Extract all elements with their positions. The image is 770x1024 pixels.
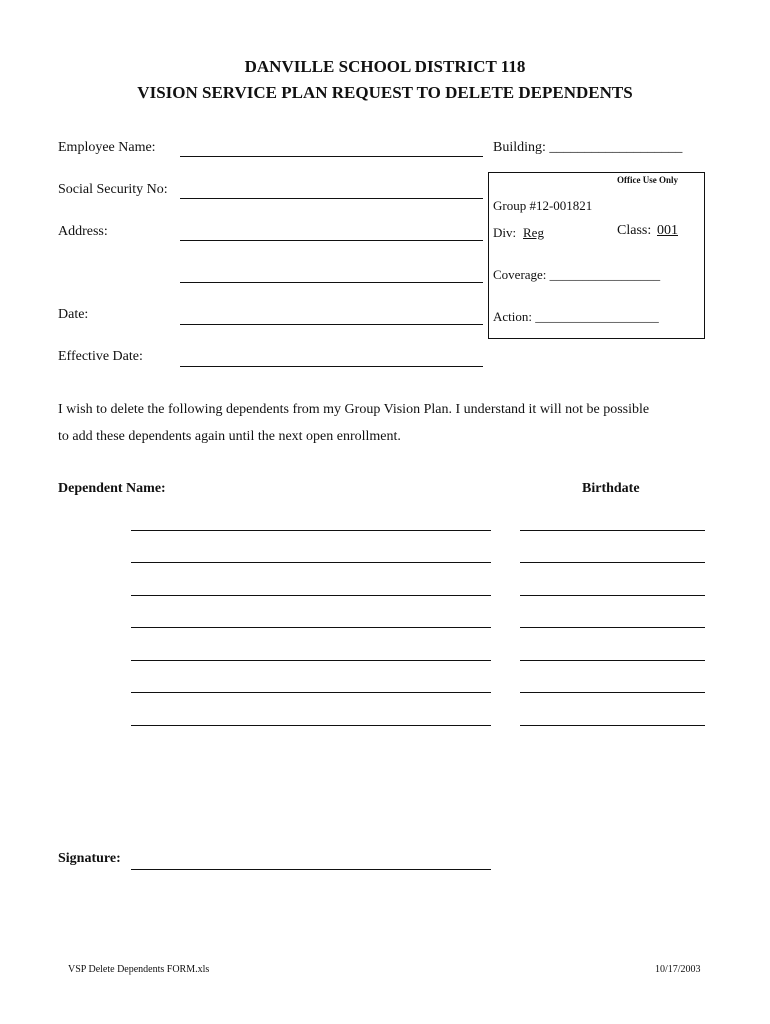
statement-line2: to add these dependents again until the next open enrollment.	[58, 429, 401, 444]
office-coverage-field[interactable]: Coverage: _________________	[493, 267, 661, 282]
footer-date: 10/17/2003	[655, 964, 701, 975]
statement-line1: I wish to delete the following dependents from my Group Vision Plan. I understand it will not be possible	[58, 402, 650, 417]
dependent-birthdate-field[interactable]	[520, 562, 705, 563]
form-title-line2: VISION SERVICE PLAN REQUEST TO DELETE DEPENDENTS	[137, 83, 633, 102]
dependent-birthdate-field[interactable]	[520, 725, 705, 726]
building-field[interactable]: Building: ___________________	[493, 140, 683, 155]
dependent-name-header: Dependent Name:	[58, 481, 166, 496]
address-field-line1[interactable]	[180, 240, 483, 241]
footer-filename: VSP Delete Dependents FORM.xls	[68, 964, 210, 975]
ssn-label: Social Security No:	[58, 182, 168, 197]
ssn-field[interactable]	[180, 198, 483, 199]
address-label: Address:	[58, 224, 108, 239]
address-field-line2[interactable]	[180, 282, 483, 283]
dependent-birthdate-field[interactable]	[520, 692, 705, 693]
dependent-name-field[interactable]	[131, 660, 491, 661]
date-label: Date:	[58, 307, 89, 322]
office-class-label: Class:	[617, 223, 652, 238]
form-title-line1: DANVILLE SCHOOL DISTRICT 118	[244, 57, 526, 76]
date-field[interactable]	[180, 324, 483, 325]
office-group-number: Group #12-001821	[493, 198, 593, 213]
dependent-name-field[interactable]	[131, 725, 491, 726]
dependent-name-field[interactable]	[131, 562, 491, 563]
employee-name-label: Employee Name:	[58, 140, 156, 155]
office-use-heading: Office Use Only	[617, 175, 678, 185]
dependent-birthdate-field[interactable]	[520, 660, 705, 661]
dependent-birthdate-field[interactable]	[520, 595, 705, 596]
office-class-value: 001	[657, 223, 678, 238]
dependent-name-field[interactable]	[131, 627, 491, 628]
office-div-label: Div:	[493, 225, 517, 240]
dependent-name-field[interactable]	[131, 595, 491, 596]
effective-date-field[interactable]	[180, 366, 483, 367]
office-action-field[interactable]: Action: ___________________	[493, 309, 659, 324]
office-div-value: Reg	[523, 225, 544, 240]
dependent-birthdate-field[interactable]	[520, 530, 705, 531]
employee-name-field[interactable]	[180, 156, 483, 157]
dependent-name-field[interactable]	[131, 530, 491, 531]
dependent-name-field[interactable]	[131, 692, 491, 693]
signature-field[interactable]	[131, 869, 491, 870]
effective-date-label: Effective Date:	[58, 349, 143, 364]
dependent-birthdate-field[interactable]	[520, 627, 705, 628]
signature-label: Signature:	[58, 851, 121, 866]
birthdate-header: Birthdate	[582, 481, 640, 496]
